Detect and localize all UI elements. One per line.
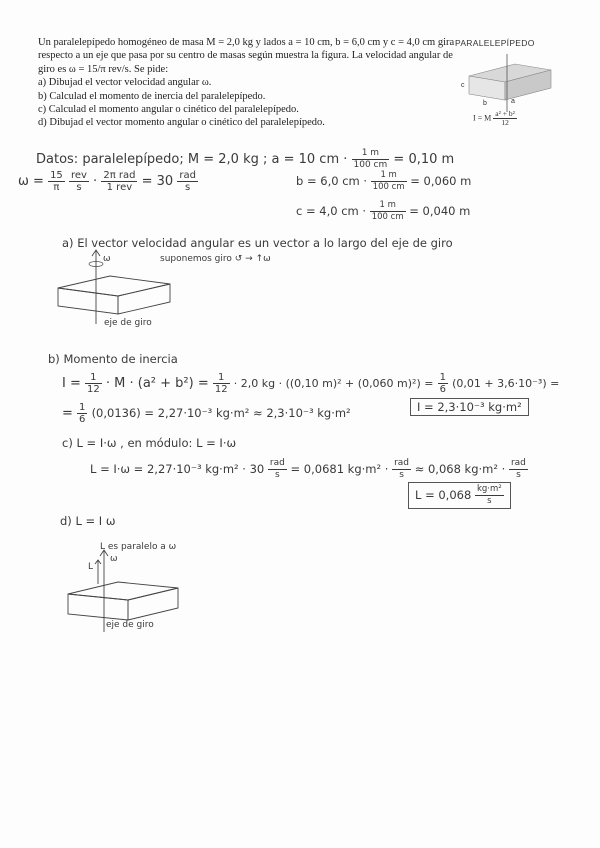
L-f2-num: rad	[394, 458, 410, 468]
L-vector-label: L	[88, 562, 94, 572]
L-f1-den: s	[275, 470, 280, 480]
I-f2-den: 12	[214, 384, 228, 395]
omega-line	[18, 170, 198, 193]
omega-f4-num: rad	[179, 170, 196, 181]
I-f1-num: 1	[85, 372, 102, 384]
figure-label-b: b	[483, 100, 487, 107]
b-lhs: b = 6,0 cm ·	[296, 174, 368, 188]
box-d-drawing-icon	[60, 548, 200, 648]
omega-dot: ·	[93, 174, 98, 189]
b-frac-num: 1 m	[371, 170, 407, 182]
suponemos-note: suponemos giro ↺ → ↑ω	[160, 254, 271, 264]
L-boxed-den: s	[487, 496, 492, 506]
I-line2-a: =	[62, 406, 73, 421]
problem-line: respecto a un eje que pasa por su centro de masas según muestra la figura. La velocidad angular de	[38, 50, 453, 62]
problem-line: giro es ω = 15/π rev/s. Se pide:	[38, 63, 169, 75]
figure-label-a: a	[511, 98, 515, 105]
inertia-result-box: I = 2,3·10⁻³ kg·m²	[410, 398, 529, 416]
problem-line: b) Calculad el momento de inercia del paralelepípedo.	[38, 90, 266, 102]
I-f3-den: 6	[439, 384, 446, 395]
inertia-line-1	[62, 372, 559, 395]
datos-text: Datos: paralelepípedo; M = 2,0 kg ; a = 10 cm ·	[36, 152, 348, 167]
omega-f4-den: s	[185, 182, 191, 193]
c-frac-num: 1 m	[370, 200, 406, 212]
problem-line: Un paralelepípedo homogéneo de masa M = 2,0 kg y lados a = 10 cm, b = 6,0 cm y c = 4,0 cm gira	[38, 37, 455, 48]
figure-title: PARALELEPÍPEDO	[455, 38, 535, 48]
figure-formula	[473, 110, 517, 127]
d-note: L es paralelo a ω	[100, 542, 177, 552]
omega-f2-den: s	[76, 182, 82, 193]
eje-label-d: eje de giro	[106, 620, 154, 630]
omega-vector-label: ω	[103, 254, 111, 264]
L-f2-den: s	[399, 470, 404, 480]
omega-f1-den: π	[53, 182, 60, 193]
omega-vector-label-d: ω	[110, 554, 118, 564]
problem-line: c) Calculad el momento angular o cinético del paralelepípedo.	[38, 104, 299, 116]
I-line1-c: · 2,0 kg · ((0,10 m)² + (0,060 m)²) =	[233, 377, 434, 390]
inertia-line-2	[62, 402, 351, 425]
L-boxed-a: L = 0,068	[415, 488, 472, 502]
c-frac-den: 100 cm	[371, 212, 404, 222]
omega-eq: = 30	[141, 174, 174, 189]
c-lhs: c = 4,0 cm ·	[296, 204, 367, 218]
formula-num: a² + b²	[495, 109, 515, 118]
omega-f1-num: 15	[50, 170, 63, 181]
omega-lhs: ω =	[18, 174, 44, 189]
omega-f3-num: 2π rad	[103, 170, 136, 181]
b-frac-den: 100 cm	[372, 182, 405, 192]
a-frac-num: 1 m	[352, 148, 390, 160]
L-f1-num: rad	[269, 458, 285, 468]
omega-f2-num: rev	[70, 170, 87, 181]
problem-statement	[38, 36, 455, 130]
I-line1-b: · M · (a² + b²) =	[105, 376, 209, 391]
datos-line	[36, 148, 454, 171]
problem-line: d) Dibujad el vector momento angular o cinético del paralelepípedo.	[38, 117, 325, 129]
b-line	[296, 170, 471, 193]
a-frac-den: 100 cm	[353, 160, 388, 170]
L-line-b: = 0,0681 kg·m² ·	[290, 462, 389, 476]
I-line1-a: I =	[62, 376, 81, 391]
eje-label-a: eje de giro	[104, 318, 152, 328]
c-line	[296, 200, 470, 223]
problem-line: a) Dibujad el vector velocidad angular ω.	[38, 77, 212, 89]
part-c-heading: c) L = I·ω , en módulo: L = I·ω	[62, 436, 237, 450]
angular-momentum-result-box	[408, 482, 511, 509]
part-b-heading: b) Momento de inercia	[48, 352, 178, 366]
c-result: = 0,040 m	[409, 204, 471, 218]
L-line-c: ≈ 0,068 kg·m² ·	[414, 462, 506, 476]
omega-f3-den: 1 rev	[106, 182, 133, 193]
I-line1-d: (0,01 + 3,6·10⁻³) =	[452, 377, 560, 390]
angular-momentum-line	[90, 458, 528, 481]
part-a-heading: a) El vector velocidad angular es un vector a lo largo del eje de giro	[62, 236, 453, 250]
L-boxed-num: kg·m²	[476, 484, 502, 494]
I-f2-num: 1	[213, 372, 230, 384]
formula-left: I = M	[473, 113, 492, 123]
L-f3-num: rad	[510, 458, 526, 468]
formula-den: 12	[501, 118, 509, 127]
L-line-a: L = I·ω = 2,27·10⁻³ kg·m² · 30	[90, 462, 265, 476]
I-f4-num: 1	[79, 402, 86, 413]
I-f4-den: 6	[79, 414, 86, 425]
I-f3-num: 1	[439, 372, 446, 383]
I-line2-b: (0,0136) = 2,27·10⁻³ kg·m² ≈ 2,3·10⁻³ kg·m²	[91, 406, 351, 420]
I-f1-den: 12	[87, 384, 100, 395]
L-f3-den: s	[516, 470, 521, 480]
part-d-heading: d) L = I ω	[60, 514, 116, 528]
reference-figure	[455, 38, 565, 128]
figure-label-c: c	[461, 82, 465, 89]
b-result: = 0,060 m	[410, 174, 472, 188]
a-result: = 0,10 m	[393, 152, 455, 167]
